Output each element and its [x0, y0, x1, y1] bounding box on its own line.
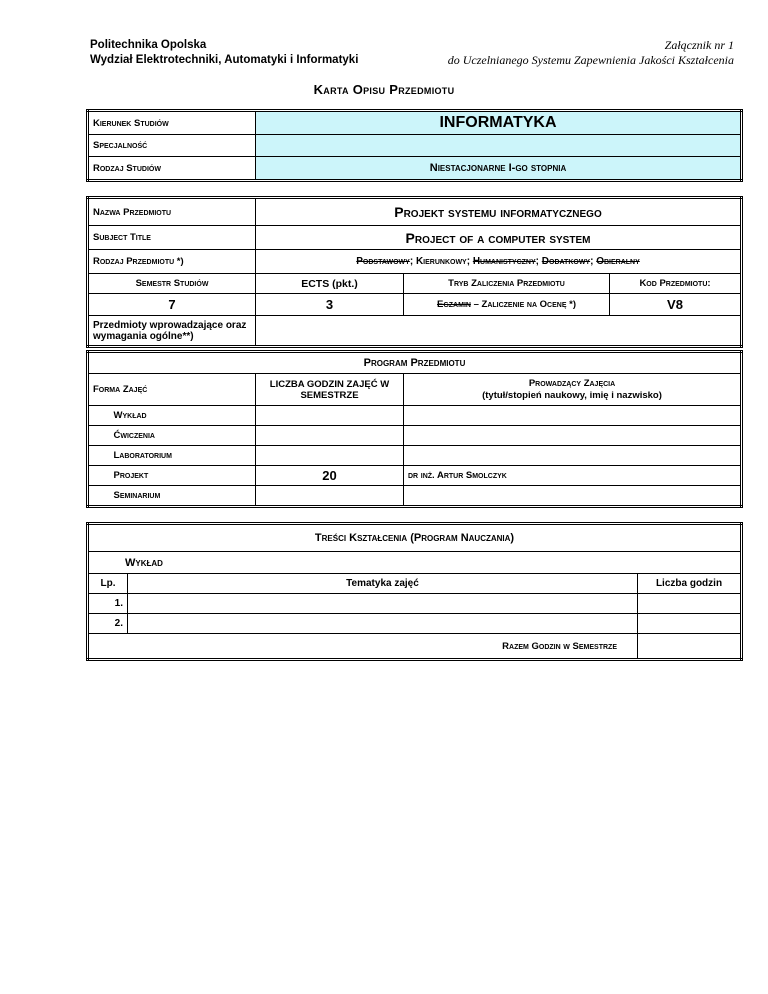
annex-number: Załącznik nr 1 [664, 38, 734, 52]
mode-exam: Egzamin [437, 299, 471, 310]
study-type-value: Niestacjonarne I-go stopnia [256, 157, 742, 181]
lecturer-projekt: dr inż. Artur Smolczyk [404, 466, 742, 486]
university-name: Politechnika Opolska [90, 39, 207, 51]
content-title: Treści Kształcenia (Program Nauczania) [88, 524, 742, 552]
col-topic: Tematyka zajęć [128, 574, 638, 594]
col-hours: Liczba godzin [638, 574, 742, 594]
total-value [638, 634, 742, 660]
subject-name-label: Nazwa Przedmiotu [88, 198, 256, 226]
semester-label: Semestr Studiów [88, 274, 256, 294]
lecturer-header [404, 374, 742, 406]
content-row-hours [638, 594, 742, 614]
form-label: Forma Zajęć [88, 374, 256, 406]
prereq-value [256, 316, 742, 347]
lecturer-cwiczenia [404, 426, 742, 446]
lecturer-label: Prowadzący Zajęcia [528, 377, 616, 389]
subject-name-value: Projekt systemu informatycznego [256, 198, 742, 226]
ects-label: ECTS (pkt.) [256, 274, 404, 294]
lecturer-laboratorium [404, 446, 742, 466]
faculty-name: Wydział Elektrotechniki, Automatyki i Informatyki [90, 54, 359, 66]
kind-option-dodatkowy: Dodatkowy [541, 256, 591, 267]
lecturer-seminarium [404, 486, 742, 507]
content-row-hours [638, 614, 742, 634]
hours-cwiczenia [256, 426, 404, 446]
header-right [448, 38, 734, 68]
prereq-label: Przedmioty wprowadzające oraz wymagania ogólne**) [88, 316, 256, 347]
total-label: Razem Godzin w Semestrze [88, 634, 638, 660]
hours-label: LICZBA GODZIN ZAJĘĆ W SEMESTRZE [256, 374, 404, 406]
mode-value [404, 294, 610, 316]
study-info-table [86, 109, 743, 182]
hours-laboratorium [256, 446, 404, 466]
kind-option-humanistyczny: Humanistyczny [472, 256, 536, 267]
ects-value: 3 [256, 294, 404, 316]
specialty-label: Specjalność [88, 135, 256, 157]
form-row-laboratorium: Laboratorium [110, 446, 256, 466]
hours-projekt: 20 [256, 466, 404, 486]
annex-description: do Uczelnianego Systemu Zapewnienia Jakości Kształcenia [447, 53, 734, 67]
hours-seminarium [256, 486, 404, 507]
specialty-value [256, 135, 742, 157]
content-row-lp: 1. [88, 594, 128, 614]
code-label: Kod Przedmiotu: [610, 274, 742, 294]
content-row-topic [128, 614, 638, 634]
mode-separator: – [470, 299, 482, 310]
subject-title-value: Project of a computer system [256, 226, 742, 250]
form-row-projekt: Projekt [110, 466, 256, 486]
code-value: V8 [610, 294, 742, 316]
form-row-cwiczenia: Ćwiczenia [110, 426, 256, 446]
subject-info-table [86, 196, 743, 348]
program-title: Program Przedmiotu [88, 352, 742, 374]
content-row-topic [128, 594, 638, 614]
direction-label: Kierunek Studiów [88, 111, 256, 135]
subject-kind-label: Rodzaj Przedmiotu *) [88, 250, 256, 274]
mode-grade: Zaliczenie na Ocenę *) [481, 299, 576, 310]
form-row-wyklad: Wykład [110, 406, 256, 426]
content-section: Wykład [88, 552, 742, 574]
direction-value: INFORMATYKA [256, 111, 742, 135]
lecturer-wyklad [404, 406, 742, 426]
program-table [86, 350, 743, 508]
mode-label: Tryb Zaliczenia Przedmiotu [404, 274, 610, 294]
document-title: Karta Opisu Przedmiotu [313, 82, 455, 97]
content-row-lp: 2. [88, 614, 128, 634]
kind-option-obieralny: Obieralny [596, 256, 640, 267]
kind-option-kierunkowy: Kierunkowy [415, 256, 467, 267]
header-left [90, 38, 358, 68]
subject-title-label: Subject Title [88, 226, 256, 250]
lecturer-sublabel: (tytuł/stopień naukowy, imię i nazwisko) [482, 389, 662, 401]
semester-value: 7 [88, 294, 256, 316]
hours-wyklad [256, 406, 404, 426]
subject-kind-options: Podstawowy; Kierunkowy; Humanistyczny; Dodatkowy; Obieralny [256, 250, 742, 274]
kind-option-podstawowy: Podstawowy [356, 256, 410, 267]
col-lp: Lp. [88, 574, 128, 594]
content-table [86, 522, 743, 661]
form-row-seminarium: Seminarium [110, 486, 256, 507]
study-type-label: Rodzaj Studiów [88, 157, 256, 181]
